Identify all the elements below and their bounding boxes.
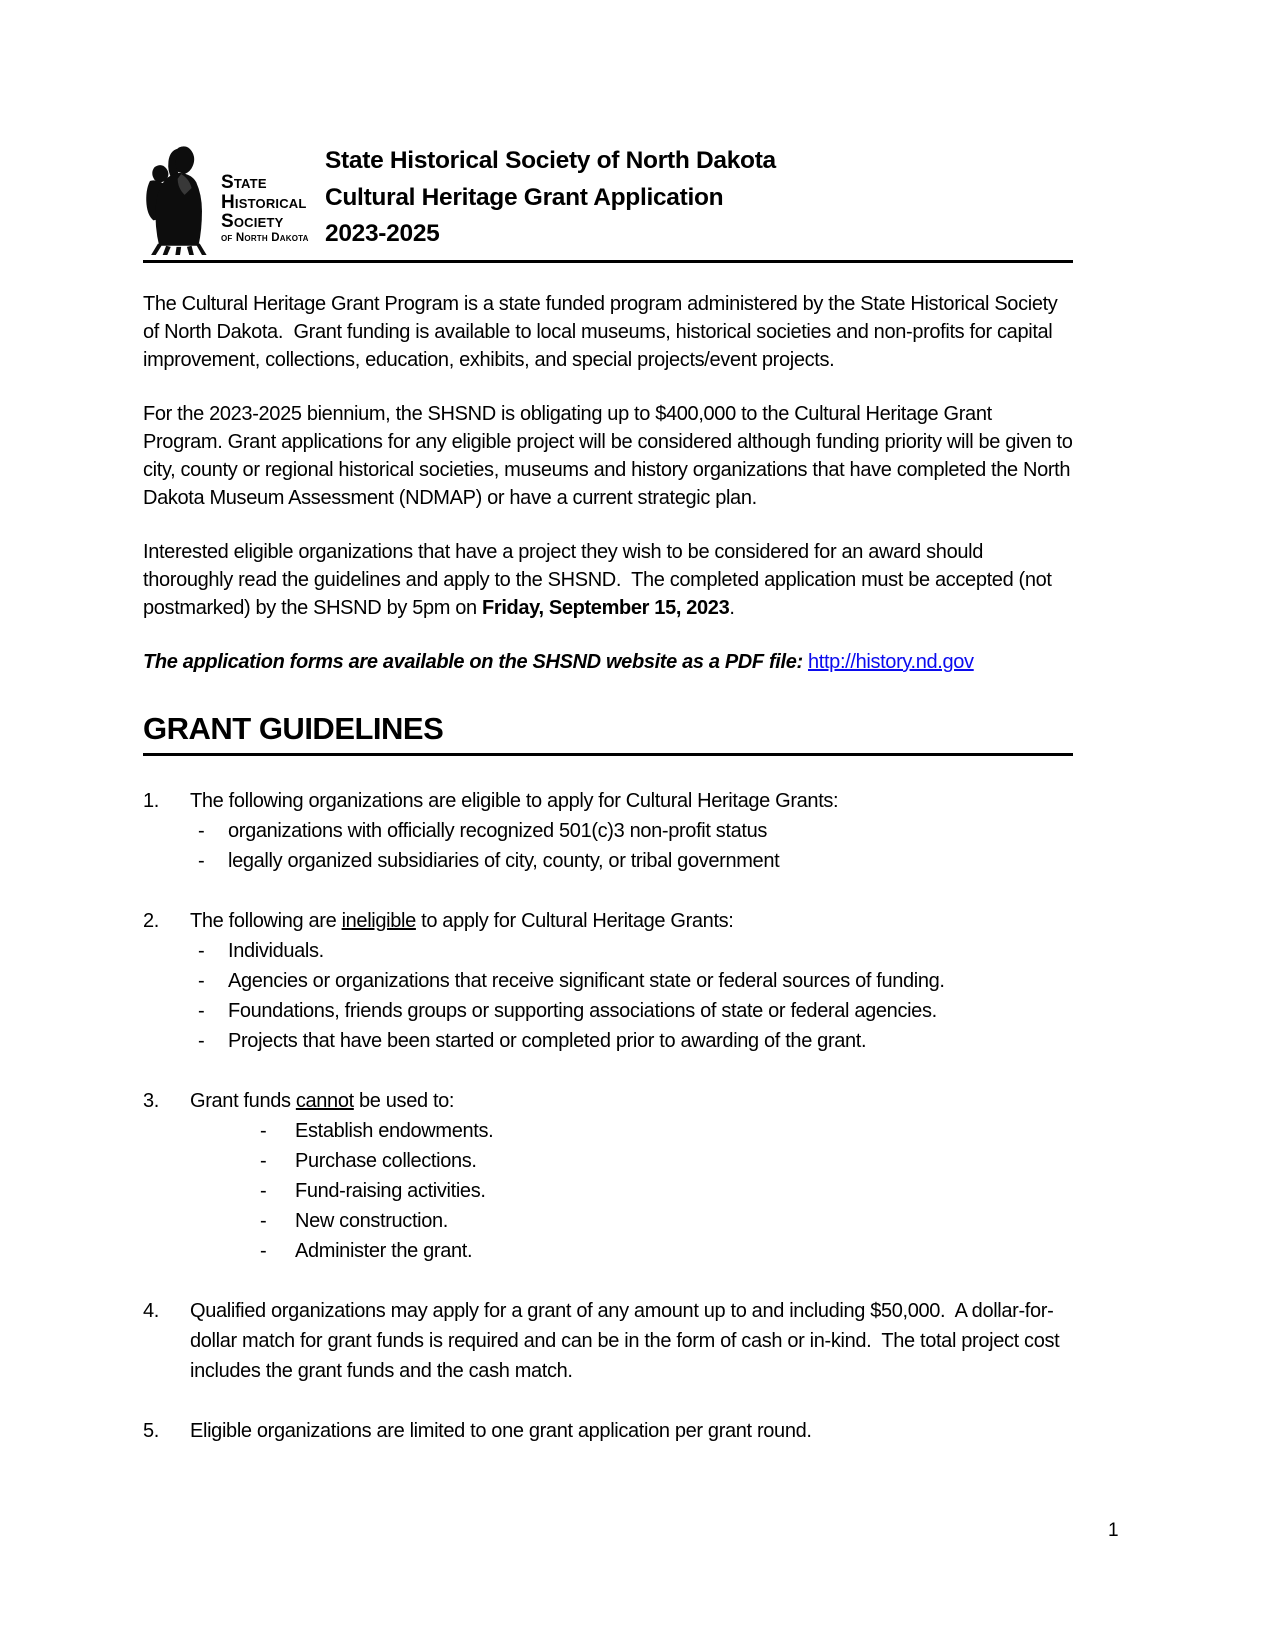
guideline-text <box>190 906 1073 936</box>
forms-availability-line <box>143 648 1073 676</box>
guideline-sub-item <box>143 1026 1073 1056</box>
guideline-text-pre: The following are <box>190 910 342 932</box>
guideline-sub-text: Projects that have been started or completed prior to awarding of the grant. <box>228 1030 867 1052</box>
guideline-text: Eligible organizations are limited to one grant application per grant round. <box>190 1420 812 1442</box>
shsnd-logo-icon <box>143 143 217 256</box>
deadline-date: Friday, September 15, 2023 <box>482 597 730 619</box>
guideline-sub-text: Foundations, friends groups or supporting associations of state or federal agencies. <box>228 1000 937 1022</box>
document-header <box>143 143 1073 256</box>
document-title-line-2: Cultural Heritage Grant Application <box>325 183 724 211</box>
guideline-sub-item <box>143 996 1073 1026</box>
guideline-text-post: be used to: <box>353 1090 455 1112</box>
dash-marker: - <box>260 1150 267 1172</box>
dash-marker: - <box>260 1210 267 1232</box>
page-number: 1 <box>1108 1520 1119 1541</box>
guideline-text-post: to apply for Cultural Heritage Grants: <box>415 910 734 932</box>
guideline-item-5 <box>143 1416 1073 1446</box>
dash-marker: - <box>260 1120 267 1142</box>
document-title-line-1: State Historical Society of North Dakota <box>325 147 776 174</box>
guideline-sub-text: Agencies or organizations that receive significant state or federal sources of funding. <box>228 970 945 992</box>
guideline-sub-text: legally organized subsidiaries of city, county, or tribal government <box>228 850 780 872</box>
guideline-sub-item <box>143 1176 1073 1206</box>
guideline-sub-text: organizations with officially recognized 501(c)3 non-profit status <box>228 820 768 842</box>
guideline-sub-item <box>143 1206 1073 1236</box>
guideline-text-pre: Grant funds <box>190 1090 296 1112</box>
logo-word-state: State <box>221 172 267 193</box>
guideline-number: 4. <box>143 1300 159 1322</box>
logo-word-historical: Historical <box>221 191 307 213</box>
guideline-number: 1. <box>143 790 159 812</box>
guideline-text-underlined: cannot <box>295 1090 354 1112</box>
guideline-sub-text: Establish endowments. <box>295 1120 494 1142</box>
guideline-number: 2. <box>143 910 159 932</box>
guideline-sub-item <box>143 846 1073 876</box>
guideline-sub-text: Administer the grant. <box>295 1240 473 1262</box>
history-nd-gov-link[interactable]: http://history.nd.gov <box>808 651 974 673</box>
guideline-sub-item <box>143 966 1073 996</box>
dash-marker: - <box>198 940 205 962</box>
page-content <box>143 143 1078 1446</box>
document-title-block <box>325 143 776 253</box>
dash-marker: - <box>260 1180 267 1202</box>
guideline-sub-item <box>143 1116 1073 1146</box>
dash-marker: - <box>260 1240 267 1262</box>
guideline-text: The following organizations are eligible to apply for Cultural Heritage Grants: <box>190 790 839 812</box>
dash-marker: - <box>198 820 205 842</box>
guideline-sub-item <box>143 816 1073 846</box>
guideline-sub-item <box>143 936 1073 966</box>
header-divider <box>143 260 1073 263</box>
guideline-text <box>190 1086 1073 1116</box>
guideline-sub-item <box>143 1236 1073 1266</box>
deadline-period: . <box>729 597 735 619</box>
guideline-sub-item <box>143 1146 1073 1176</box>
guideline-text-underlined: ineligible <box>341 910 416 932</box>
guideline-text: Qualified organizations may apply for a grant of any amount up to and including $50,000. A dollar-for-dollar match for grant funds is required and can be in the form of cash or in-kind. The total project cost includes the grant funds and the cash match. <box>190 1300 1065 1382</box>
guideline-sub-text: New construction. <box>295 1210 449 1232</box>
dash-marker: - <box>198 850 205 872</box>
logo-word-society: Society <box>221 211 284 232</box>
guideline-sub-text: Fund-raising activities. <box>295 1180 486 1202</box>
guideline-item-3 <box>143 1086 1073 1266</box>
shsnd-logo-wordmark <box>221 173 309 244</box>
deadline-text: Interested eligible organizations that have a project they wish to be considered for an award should thoroughly read the guidelines and apply to the SHSND. The completed application must be accepted (not postmarked) by the SHSND by 5pm on <box>143 541 1057 619</box>
dash-marker: - <box>198 1030 205 1052</box>
intro-paragraph-2: For the 2023-2025 biennium, the SHSND is obligating up to $400,000 to the Cultural Heritage Grant Program. Grant applications for any eligible project will be considered although funding priority will be given to city, county or regional historical societies, museums and history organizations that have completed the North Dakota Museum Assessment (NDMAP) or have a current strategic plan. <box>143 403 1078 509</box>
dash-marker: - <box>198 970 205 992</box>
guideline-number: 5. <box>143 1420 159 1442</box>
forms-availability-label: The application forms are available on the SHSND website as a PDF file: <box>143 651 808 673</box>
document-title-line-3: 2023-2025 <box>325 220 440 247</box>
intro-paragraph-3 <box>143 538 1073 622</box>
shsnd-logo <box>143 143 325 256</box>
logo-word-of-north-dakota: of North Dakota <box>221 231 309 244</box>
guideline-sub-text: Purchase collections. <box>295 1150 477 1172</box>
dash-marker: - <box>198 1000 205 1022</box>
guideline-item-4 <box>143 1296 1073 1386</box>
intro-paragraph-1: The Cultural Heritage Grant Program is a state funded program administered by the State Historical Society of North Dakota. Grant funding is available to local museums, historical societies and non-profits for capital improvement, collections, education, exhibits, and special projects/event projects. <box>143 293 1063 371</box>
guideline-number: 3. <box>143 1090 159 1112</box>
grant-guidelines-heading: GRANT GUIDELINES <box>143 712 1073 756</box>
guideline-item-2 <box>143 906 1073 1056</box>
guideline-item-1 <box>143 786 1073 876</box>
guideline-sub-text: Individuals. <box>228 940 324 962</box>
